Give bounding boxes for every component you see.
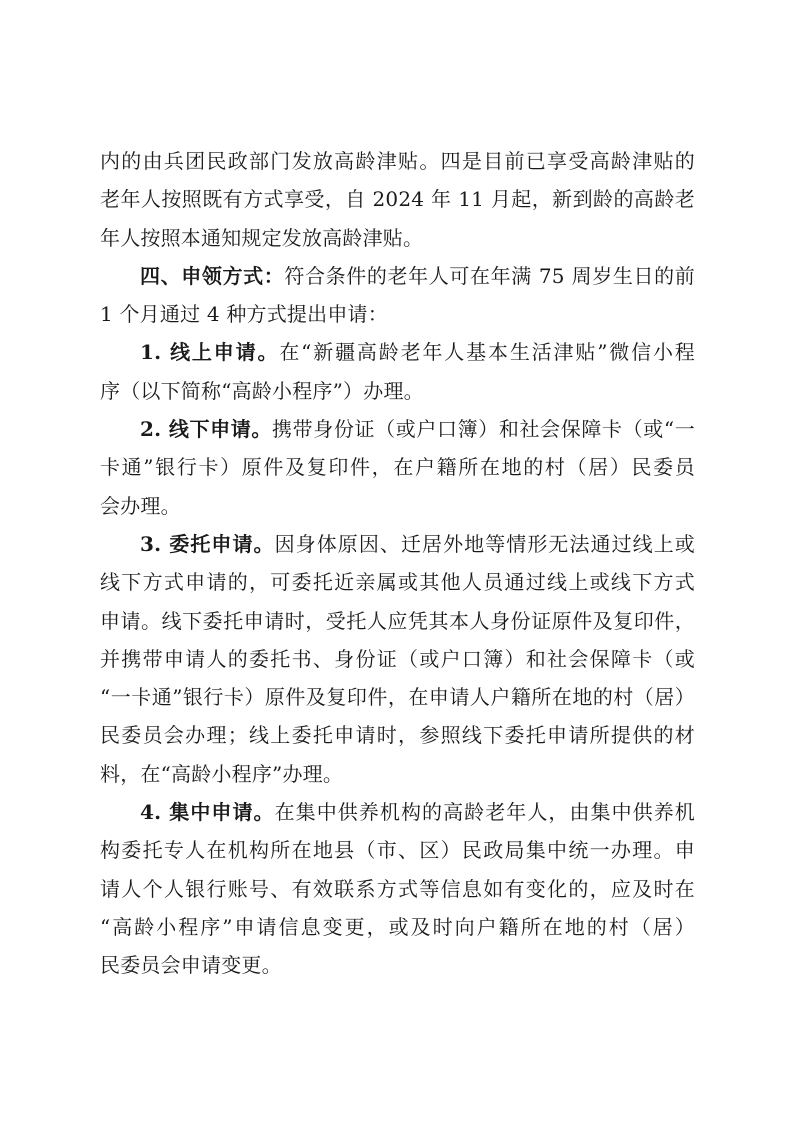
text-line: 民委员会申请变更。 — [100, 953, 282, 978]
text-run: 符合条件的老年人可在年满 75 周岁生日的前 — [284, 263, 695, 288]
text-line: 申请。线下委托申请时，受托人应凭其本人身份证原件及复印件， — [100, 608, 695, 633]
text-line: 请人个人银行账号、有效联系方式等信息如有变化的，应及时在 — [100, 876, 695, 901]
text-line: 年人按照本通知规定发放高龄津贴。 — [100, 225, 424, 250]
text-line — [100, 333, 695, 371]
text-run: 在“新疆高龄老年人基本生活津贴”微信小程 — [279, 340, 695, 365]
paragraph-continuation — [100, 142, 695, 257]
text-line: 并携带申请人的委托书、身份证（或户口簿）和社会保障卡（或 — [100, 646, 695, 671]
paragraph-entrusted-application — [100, 525, 695, 793]
paragraph-centralized-application — [100, 793, 695, 984]
text-line — [100, 257, 695, 295]
text-line: 料，在“高龄小程序”办理。 — [100, 761, 344, 786]
text-line: 内的由兵团民政部门发放高龄津贴。四是目前已享受高龄津贴的 — [100, 149, 695, 173]
section-heading: 四、申领方式： — [140, 263, 285, 288]
text-line: 线下方式申请的，可委托近亲属或其他人员通过线上或线下方式 — [100, 570, 695, 595]
item-heading: 1. 线上申请。 — [140, 340, 280, 365]
text-line: 序（以下简称“高龄小程序”）办理。 — [100, 378, 424, 403]
text-line: 构委托专人在机构所在地县（市、区）民政局集中统一办理。申 — [100, 838, 695, 863]
document-page — [100, 142, 695, 985]
text-line: 会办理。 — [100, 493, 181, 518]
item-heading: 4. 集中申请。 — [140, 800, 275, 825]
text-run: 在集中供养机构的高龄老年人，由集中供养机 — [274, 800, 696, 825]
paragraph-section-four — [100, 257, 695, 334]
text-line — [100, 793, 695, 831]
text-line: 1 个月通过 4 种方式提出申请： — [100, 302, 388, 327]
text-line: 民委员会办理；线上委托申请时，参照线下委托申请所提供的材 — [100, 723, 695, 748]
text-line: 老年人按照既有方式享受，自 2024 年 11 月起，新到龄的高龄老 — [100, 187, 695, 212]
text-line — [100, 525, 695, 563]
text-line: “高龄小程序”申请信息变更，或及时向户籍所在地的村（居） — [100, 914, 695, 939]
item-heading: 3. 委托申请。 — [140, 531, 275, 556]
paragraph-offline-application — [100, 410, 695, 525]
text-line — [100, 410, 695, 448]
text-line: 卡通”银行卡）原件及复印件，在户籍所在地的村（居）民委员 — [100, 455, 695, 480]
item-heading: 2. 线下申请。 — [140, 417, 273, 442]
text-line: “一卡通”银行卡）原件及复印件，在申请人户籍所在地的村（居） — [100, 685, 695, 710]
text-run: 因身体原因、迁居外地等情形无法通过线上或 — [274, 531, 696, 556]
paragraph-online-application — [100, 333, 695, 410]
text-run: 携带身份证（或户口簿）和社会保障卡（或“一 — [272, 417, 695, 442]
